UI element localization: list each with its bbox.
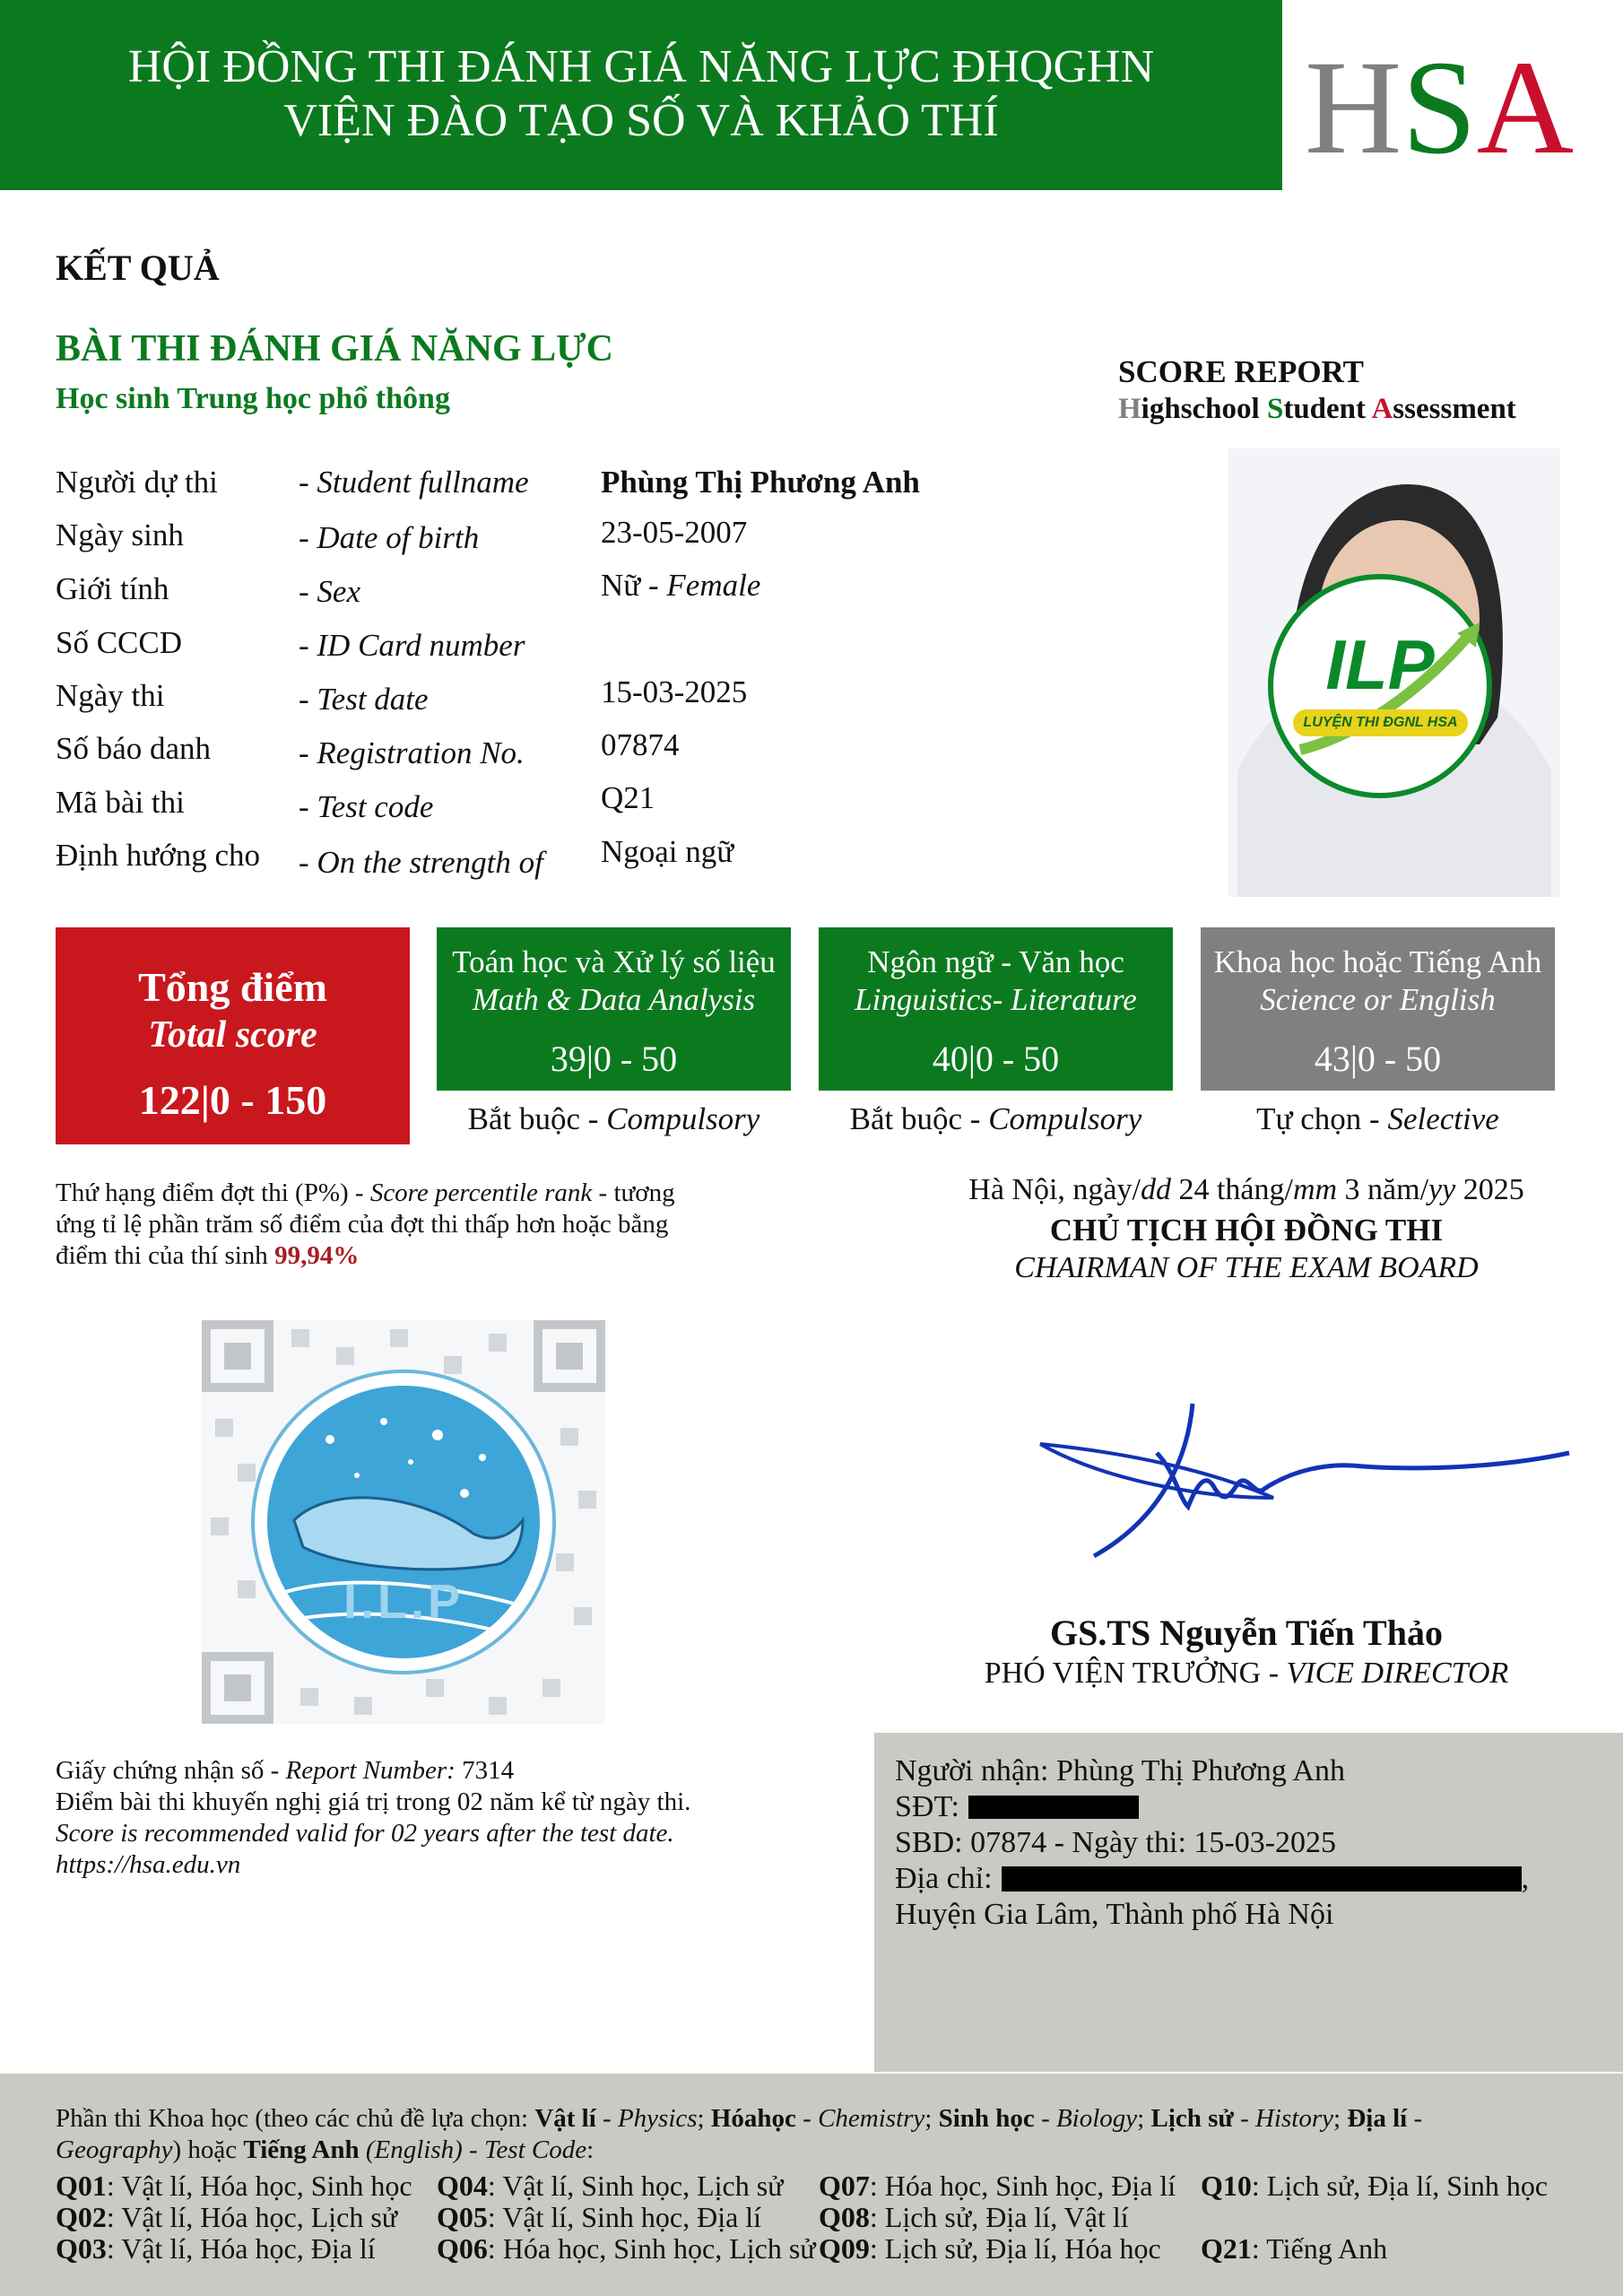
field-value-test-code: Q21 xyxy=(601,780,655,815)
math-label-en: Math & Data Analysis xyxy=(472,982,756,1017)
sign-date-dd: dd xyxy=(1140,1173,1171,1206)
literature-label-vi: Ngôn ngữ - Văn học xyxy=(867,944,1124,979)
code-q10-id: Q10 xyxy=(1201,2170,1252,2202)
field-value-sex-en: Female xyxy=(666,568,761,603)
code-q10 xyxy=(1201,2170,1548,2202)
percentile-part-1: Thứ hạng điểm đợt thi (P%) - xyxy=(56,1178,370,1207)
recipient-address-line-2: Huyện Gia Lâm, Thành phố Hà Nội xyxy=(895,1898,1334,1931)
field-label-reg: Số báo danh xyxy=(56,731,212,766)
hsa-word-1: ighschool xyxy=(1141,393,1267,425)
science-type xyxy=(1201,1101,1555,1137)
signer-role-vi: PHÓ VIỆN TRƯỞNG - xyxy=(984,1657,1287,1690)
footer-english: (English) - Test Code xyxy=(359,2135,587,2164)
code-q03 xyxy=(56,2233,376,2265)
science-type-vi: Tự chọn - xyxy=(1256,1101,1388,1136)
footer-sinhhoc: Sinh học xyxy=(938,2104,1035,2133)
chair-title-vi: CHỦ TỊCH HỘI ĐỒNG THI xyxy=(1049,1213,1444,1248)
percentile-line-2: ứng tỉ lệ phần trăm số điểm của đợt thi thấp hơn hoặc bằng xyxy=(56,1210,669,1239)
code-q09 xyxy=(819,2233,1161,2265)
qr-code xyxy=(202,1320,605,1724)
sign-date-yy: yy xyxy=(1428,1173,1456,1206)
footer-vatli: Vật lí xyxy=(534,2104,596,2133)
recipient-phone-label: SĐT: xyxy=(895,1790,959,1823)
recipient-address: Địa chỉ: , xyxy=(895,1862,1530,1895)
code-q21-id: Q21 xyxy=(1201,2232,1252,2265)
code-q21-desc: : Tiếng Anh xyxy=(1251,2232,1388,2265)
hsa-word-3: ssessment xyxy=(1393,393,1516,425)
website-link[interactable]: https://hsa.edu.vn xyxy=(56,1850,241,1879)
hsa-letter-h: H xyxy=(1118,393,1141,425)
literature-type xyxy=(819,1101,1173,1137)
field-label-test-code: Mã bài thi xyxy=(56,785,185,820)
literature-score-box xyxy=(819,927,1173,1091)
sign-date-b: 24 tháng/ xyxy=(1170,1173,1293,1206)
field-label-strength: Định hướng cho xyxy=(56,838,261,873)
code-q04-desc: : Vật lí, Sinh học, Lịch sử xyxy=(487,2170,784,2202)
hsa-logo xyxy=(1305,33,1601,182)
field-value-fullname: Phùng Thị Phương Anh xyxy=(601,465,920,500)
report-number-value: 7314 xyxy=(455,1756,515,1785)
code-q06-id: Q06 xyxy=(437,2232,488,2265)
code-q05-id: Q05 xyxy=(437,2201,488,2233)
recipient-sbd: SBD: 07874 - Ngày thi: 15-03-2025 xyxy=(895,1826,1337,1859)
math-type-vi: Bắt buộc - xyxy=(467,1101,607,1136)
footer-geography: Geography xyxy=(56,2135,173,2164)
footer-dash: - xyxy=(1407,2104,1423,2133)
literature-label-en: Linguistics- Literature xyxy=(855,982,1137,1017)
field-label-id: Số CCCD xyxy=(56,625,183,660)
footer-hoahoc: Hóahọc xyxy=(710,2104,796,2133)
footer-intro-a: Phần thi Khoa học (theo các chủ đề lựa chọn: xyxy=(56,2104,535,2133)
math-score-value: 39|0 - 50 xyxy=(550,1039,678,1079)
code-q10-desc: : Lịch sử, Địa lí, Sinh học xyxy=(1251,2170,1549,2202)
field-label-test-date: Ngày thi xyxy=(56,678,165,713)
footer-history: - History xyxy=(1233,2104,1333,2133)
literature-type-vi: Bắt buộc - xyxy=(849,1101,989,1136)
literature-score-value: 40|0 - 50 xyxy=(932,1039,1060,1079)
signer-name: GS.TS Nguyễn Tiến Thảo xyxy=(1050,1613,1443,1653)
result-heading: KẾT QUẢ xyxy=(56,248,220,288)
code-q06-desc: : Hóa học, Sinh học, Lịch sử xyxy=(487,2232,816,2265)
address-redaction xyxy=(1002,1866,1522,1892)
field-en-test-code: - Test code xyxy=(299,789,434,824)
header-line-2: VIỆN ĐÀO TẠO SỐ VÀ KHẢO THÍ xyxy=(283,95,999,146)
percentile-line-3-text: điểm thi của thí sinh xyxy=(56,1241,275,1270)
math-type xyxy=(437,1101,791,1137)
sign-date-c: 3 năm/ xyxy=(1337,1173,1429,1206)
footer-chemistry: - Chemistry xyxy=(795,2104,925,2133)
math-type-en: Compulsory xyxy=(606,1101,760,1136)
field-en-strength: - On the strength of xyxy=(299,845,543,880)
exam-title: BÀI THI ĐÁNH GIÁ NĂNG LỰC xyxy=(56,328,613,370)
hsa-letter-s: S xyxy=(1266,393,1284,425)
report-number-label-en: Report Number: xyxy=(285,1756,456,1785)
code-q07 xyxy=(819,2170,1176,2202)
ilp-seal xyxy=(251,1370,556,1674)
science-score-box xyxy=(1201,927,1555,1091)
code-q08 xyxy=(819,2202,1129,2233)
signer-role xyxy=(888,1657,1605,1691)
percentile-part-3: - tương xyxy=(592,1178,675,1207)
field-en-fullname: - Student fullname xyxy=(299,465,529,500)
code-q06 xyxy=(437,2233,816,2265)
code-q01-id: Q01 xyxy=(56,2170,107,2202)
ilp-badge-logo: ILP xyxy=(1325,625,1435,704)
literature-type-en: Compulsory xyxy=(988,1101,1142,1136)
sign-date-a: Hà Nội, ngày/ xyxy=(968,1173,1141,1206)
field-en-test-date: - Test date xyxy=(299,682,429,717)
total-score-label-vi: Tổng điểm xyxy=(138,964,327,1010)
code-q09-id: Q09 xyxy=(819,2232,870,2265)
field-value-sex-vi: Nữ - xyxy=(601,568,667,603)
seal-inner xyxy=(267,1386,540,1658)
logo-letter-a: A xyxy=(1476,33,1575,182)
total-score-value: 122|0 - 150 xyxy=(138,1077,327,1123)
math-label-vi: Toán học và Xử lý số liệu xyxy=(452,944,776,979)
field-value-reg: 07874 xyxy=(601,727,680,762)
percentile-note xyxy=(56,1178,755,1272)
phone-redaction xyxy=(968,1796,1139,1819)
code-q04-id: Q04 xyxy=(437,2170,488,2202)
sign-date xyxy=(888,1173,1605,1207)
ilp-badge xyxy=(1268,574,1492,798)
hsa-fullname xyxy=(1118,393,1516,426)
field-en-reg: - Registration No. xyxy=(299,735,525,770)
sign-date-mm: mm xyxy=(1292,1173,1338,1206)
code-q07-desc: : Hóa học, Sinh học, Địa lí xyxy=(869,2170,1176,2202)
total-score-label-en: Total score xyxy=(148,1014,317,1056)
report-number-line xyxy=(56,1755,863,1787)
science-type-en: Selective xyxy=(1387,1101,1499,1136)
science-label-en: Science or English xyxy=(1260,982,1496,1017)
logo-letter-s: S xyxy=(1402,33,1477,182)
science-label-vi: Khoa học hoặc Tiếng Anh xyxy=(1213,944,1542,979)
code-q08-id: Q08 xyxy=(819,2201,870,2233)
code-q09-desc: : Lịch sử, Địa lí, Hóa học xyxy=(869,2232,1161,2265)
chair-title-en: CHAIRMAN OF THE EXAM BOARD xyxy=(1014,1251,1479,1284)
field-value-strength: Ngoại ngữ xyxy=(601,834,734,869)
field-en-dob: - Date of birth xyxy=(299,520,480,555)
field-value-dob: 23-05-2007 xyxy=(601,515,748,550)
sign-date-d: 2025 xyxy=(1455,1173,1524,1206)
footer-intro-b: ) hoặc xyxy=(172,2135,244,2164)
field-label-fullname: Người dự thi xyxy=(56,465,218,500)
code-q02-id: Q02 xyxy=(56,2201,107,2233)
hsa-letter-a: A xyxy=(1371,393,1393,425)
percentile-part-2: Score percentile rank xyxy=(369,1178,593,1207)
code-q01 xyxy=(56,2170,412,2202)
code-q01-desc: : Vật lí, Hóa học, Sinh học xyxy=(106,2170,412,2202)
code-q02 xyxy=(56,2202,397,2233)
field-en-id: - ID Card number xyxy=(299,628,525,663)
footer-diali: Địa lí xyxy=(1347,2104,1408,2133)
total-score-box xyxy=(56,927,410,1144)
validity-vi: Điểm bài thi khuyến nghị giá trị trong 02 năm kể từ ngày thi. xyxy=(56,1787,691,1816)
science-score-value: 43|0 - 50 xyxy=(1314,1039,1442,1079)
code-q05 xyxy=(437,2202,761,2233)
percentile-line-3 xyxy=(56,1240,755,1272)
math-score-box xyxy=(437,927,791,1091)
code-q07-id: Q07 xyxy=(819,2170,870,2202)
code-q05-desc: : Vật lí, Sinh học, Địa lí xyxy=(487,2201,762,2233)
validity-en: Score is recommended valid for 02 years after the test date. xyxy=(56,1819,674,1848)
code-q04 xyxy=(437,2170,784,2202)
footer-biology: - Biology xyxy=(1034,2104,1138,2133)
student-photo xyxy=(1228,448,1560,897)
percentile-line-1 xyxy=(56,1178,755,1209)
recipient-phone xyxy=(895,1789,1529,1825)
field-en-sex: - Sex xyxy=(299,574,360,609)
exam-audience: Học sinh Trung học phổ thông xyxy=(56,382,450,415)
seal-text: I.L.P xyxy=(343,1575,464,1629)
header-line-1: HỘI ĐỒNG THI ĐÁNH GIÁ NĂNG LỰC ĐHQGHN xyxy=(127,41,1155,92)
footer-tienganh: Tiếng Anh xyxy=(243,2135,360,2164)
footer-physics: - Physics xyxy=(595,2104,698,2133)
field-label-sex: Giới tính xyxy=(56,571,169,606)
report-info xyxy=(56,1755,863,1881)
field-value-sex xyxy=(601,568,760,604)
code-q21 xyxy=(1201,2233,1387,2265)
hsa-word-2: tudent xyxy=(1283,393,1372,425)
code-q03-desc: : Vật lí, Hóa học, Địa lí xyxy=(106,2232,376,2265)
ilp-badge-tagline: LUYỆN THI ĐGNL HSA xyxy=(1293,709,1468,736)
recipient-info xyxy=(895,1753,1529,1933)
field-value-test-date: 15-03-2025 xyxy=(601,674,748,709)
recipient-address-label: Địa chỉ: xyxy=(895,1862,993,1895)
code-q08-desc: : Lịch sử, Địa lí, Vật lí xyxy=(869,2201,1129,2233)
code-q02-desc: : Vật lí, Hóa học, Lịch sử xyxy=(106,2201,398,2233)
percentile-value: 99,94% xyxy=(274,1241,360,1270)
footer-intro: Phần thi Khoa học (theo các chủ đề lựa chọn: Vật lí - Physics; Hóahọc - Chemistry; Sinh học - Biology; Lịch sử - History; Địa lí - Geography) hoặc Tiếng Anh (English) - Test Code: xyxy=(56,2104,1423,2164)
field-label-dob: Ngày sinh xyxy=(56,517,184,552)
signer-role-en: VICE DIRECTOR xyxy=(1286,1657,1509,1690)
recipient-name: Người nhận: Phùng Thị Phương Anh xyxy=(895,1754,1345,1787)
report-number-label: Giấy chứng nhận số - xyxy=(56,1756,286,1785)
score-report-title: SCORE REPORT xyxy=(1118,354,1364,389)
code-q03-id: Q03 xyxy=(56,2232,107,2265)
signature-icon xyxy=(1022,1363,1596,1570)
footer-lichsu: Lịch sử xyxy=(1150,2104,1234,2133)
logo-letter-h: H xyxy=(1305,33,1402,182)
